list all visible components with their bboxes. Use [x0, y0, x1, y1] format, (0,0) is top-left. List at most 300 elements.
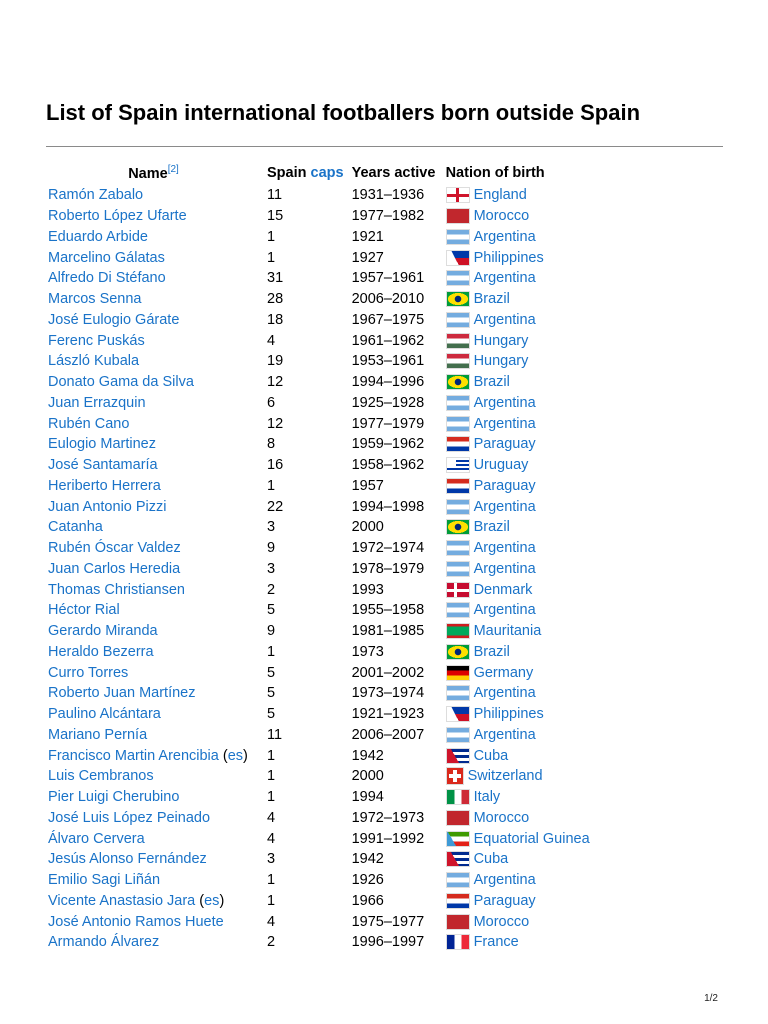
- nation-link[interactable]: Philippines: [473, 706, 544, 723]
- nation-link[interactable]: Cuba: [473, 747, 509, 764]
- header-caps: [263, 161, 348, 185]
- mauritania-flag-icon: [446, 623, 470, 639]
- nation-cell: [442, 725, 594, 746]
- caps-cell: 31: [267, 270, 284, 287]
- caps-cell: 4: [267, 830, 276, 847]
- cuba-flag-icon: [446, 748, 470, 764]
- years-active-cell: 1957–1961: [351, 270, 425, 287]
- table-row: [44, 268, 594, 289]
- table-row: [44, 766, 594, 787]
- hungary-flag-icon: [446, 353, 470, 369]
- caps-cell: 15: [267, 208, 284, 225]
- nation-link[interactable]: Morocco: [473, 208, 530, 225]
- nation-cell: [442, 351, 594, 372]
- player-name-link[interactable]: Vicente Anastasio Jara: [48, 892, 196, 909]
- nation-link[interactable]: Paraguay: [473, 477, 536, 494]
- nation-link[interactable]: Brazil: [473, 643, 510, 660]
- player-name-link[interactable]: Roberto López Ufarte: [48, 208, 187, 225]
- uruguay-flag-icon: [446, 457, 470, 473]
- player-name-link[interactable]: Ferenc Puskás: [48, 332, 145, 349]
- nation-cell: [442, 600, 594, 621]
- years-active-cell: 1925–1928: [351, 394, 425, 411]
- player-name-link[interactable]: Juan Carlos Heredia: [48, 560, 181, 577]
- philippines-flag-icon: [446, 250, 470, 266]
- nation-cell: [442, 330, 594, 351]
- years-active-cell: 1994–1998: [351, 498, 425, 515]
- nation-link[interactable]: Brazil: [473, 519, 510, 536]
- paraguay-flag-icon: [446, 436, 470, 452]
- nation-cell: [442, 870, 594, 891]
- years-active-cell: 1931–1936: [351, 187, 425, 204]
- nation-cell: [442, 538, 594, 559]
- nation-cell: [442, 434, 594, 455]
- player-name-cell: [44, 185, 263, 206]
- player-name-cell: [44, 268, 263, 289]
- years-active-cell: 1977–1979: [351, 415, 425, 432]
- eqg-flag-icon: [446, 831, 470, 847]
- nation-link[interactable]: Morocco: [473, 913, 530, 930]
- player-name-link[interactable]: Marcelino Gálatas: [48, 249, 165, 266]
- table-row: [44, 870, 594, 891]
- years-active-cell: 1921: [351, 228, 384, 245]
- years-active-cell: 1966: [351, 892, 384, 909]
- argentina-flag-icon: [446, 416, 470, 432]
- nation-cell: [442, 455, 594, 476]
- nation-cell: [442, 787, 594, 808]
- years-active-cell: 2001–2002: [351, 664, 425, 681]
- player-name-cell: [44, 538, 263, 559]
- nation-cell: [442, 808, 594, 829]
- caps-cell: 2: [267, 581, 276, 598]
- table-row: [44, 849, 594, 870]
- years-active-cell: 1942: [351, 747, 384, 764]
- argentina-flag-icon: [446, 540, 470, 556]
- caps-cell: 1: [267, 768, 276, 785]
- switzerland-flag-icon: [446, 767, 464, 785]
- player-name-link[interactable]: Álvaro Cervera: [48, 830, 145, 847]
- page-title: List of Spain international footballers born outside Spain: [46, 100, 641, 125]
- argentina-flag-icon: [446, 395, 470, 411]
- caps-cell: 1: [267, 892, 276, 909]
- nation-link[interactable]: Denmark: [473, 581, 533, 598]
- nation-link[interactable]: Brazil: [473, 374, 510, 391]
- table-row: [44, 683, 594, 704]
- player-name-cell: [44, 808, 263, 829]
- nation-cell: [442, 579, 594, 600]
- table-row: [44, 579, 594, 600]
- table-row: [44, 932, 594, 953]
- nation-link[interactable]: Philippines: [473, 249, 544, 266]
- years-active-cell: 1921–1923: [351, 706, 425, 723]
- table-row: [44, 600, 594, 621]
- caps-cell: 5: [267, 706, 276, 723]
- nation-link[interactable]: Argentina: [473, 726, 536, 743]
- player-name-link[interactable]: Pier Luigi Cherubino: [48, 789, 180, 806]
- nation-link[interactable]: Argentina: [473, 415, 536, 432]
- table-header-row: [44, 161, 594, 185]
- germany-flag-icon: [446, 665, 470, 681]
- years-active-cell: 1993: [351, 581, 384, 598]
- nation-link[interactable]: Hungary: [473, 353, 529, 370]
- years-active-cell: 2006–2010: [351, 291, 425, 308]
- years-active-cell: 1958–1962: [351, 457, 425, 474]
- player-name-link[interactable]: Héctor Rial: [48, 602, 120, 619]
- player-name-cell: Francisco Martin Arencibia (es): [48, 747, 248, 764]
- player-name-link[interactable]: José Luis López Peinado: [48, 809, 211, 826]
- player-name-link[interactable]: Rubén Óscar Valdez: [48, 540, 181, 557]
- player-name-link[interactable]: Ramón Zabalo: [48, 187, 144, 204]
- caps-cell: 5: [267, 664, 276, 681]
- nation-link[interactable]: Paraguay: [473, 892, 536, 909]
- table-row: [44, 662, 594, 683]
- player-name-cell: [44, 393, 263, 414]
- nation-cell: [442, 559, 594, 580]
- player-name-link[interactable]: Gerardo Miranda: [48, 623, 158, 640]
- caps-cell: 18: [267, 311, 284, 328]
- interlanguage-link[interactable]: es: [227, 747, 244, 764]
- nation-cell: [442, 683, 594, 704]
- table-row: [44, 413, 594, 434]
- nation-cell: [442, 517, 594, 538]
- player-name-cell: Vicente Anastasio Jara (es): [48, 892, 225, 909]
- nation-cell: [442, 745, 594, 766]
- caps-cell: 1: [267, 477, 276, 494]
- caps-cell: 5: [267, 685, 276, 702]
- player-name-link[interactable]: Donato Gama da Silva: [48, 374, 194, 391]
- table-row: [44, 787, 594, 808]
- caps-cell: 1: [267, 249, 276, 266]
- table-row: [44, 559, 594, 580]
- caps-cell: 16: [267, 457, 284, 474]
- nation-link[interactable]: Mauritania: [473, 623, 542, 640]
- years-active-cell: 1972–1974: [351, 540, 425, 557]
- nation-link[interactable]: Uruguay: [473, 457, 529, 474]
- caps-cell: 3: [267, 560, 276, 577]
- player-name-link[interactable]: Paulino Alcántara: [48, 706, 161, 723]
- table-row: [44, 621, 594, 642]
- caps-cell: 12: [267, 415, 284, 432]
- hungary-flag-icon: [446, 333, 470, 349]
- morocco-flag-icon: [446, 914, 470, 930]
- years-active-cell: 1957: [351, 477, 384, 494]
- caps-cell: 28: [267, 291, 284, 308]
- brazil-flag-icon: [446, 644, 470, 660]
- years-active-cell: 1994: [351, 789, 384, 806]
- argentina-flag-icon: [446, 602, 470, 618]
- table-row: [44, 725, 594, 746]
- nation-cell: [442, 247, 594, 268]
- header-nation: Nation of birth: [445, 165, 545, 181]
- header-caps-link[interactable]: caps: [310, 165, 344, 181]
- nation-link[interactable]: Argentina: [473, 560, 536, 577]
- caps-cell: 4: [267, 913, 276, 930]
- player-name-cell: [44, 289, 263, 310]
- nation-link[interactable]: England: [473, 187, 527, 204]
- player-name-cell: [44, 642, 263, 663]
- table-row: [44, 393, 594, 414]
- cuba-flag-icon: [446, 851, 470, 867]
- nation-cell: [442, 662, 594, 683]
- nation-cell: [442, 476, 594, 497]
- nation-cell: [442, 891, 594, 912]
- nation-cell: [442, 206, 594, 227]
- table-row: [44, 538, 594, 559]
- player-name-link[interactable]: Mariano Pernía: [48, 726, 148, 743]
- years-active-cell: 2000: [351, 768, 384, 785]
- caps-cell: 6: [267, 394, 276, 411]
- argentina-flag-icon: [446, 499, 470, 515]
- player-name-cell: [44, 413, 263, 434]
- years-active-cell: 2006–2007: [351, 726, 425, 743]
- page-number: 1/2: [704, 993, 718, 1004]
- players-table: [44, 161, 594, 953]
- caps-cell: 1: [267, 228, 276, 245]
- morocco-flag-icon: [446, 810, 470, 826]
- nation-link[interactable]: Equatorial Guinea: [473, 830, 590, 847]
- years-active-cell: 1961–1962: [351, 332, 425, 349]
- player-name-cell: [44, 517, 263, 538]
- caps-cell: 2: [267, 934, 276, 951]
- years-active-cell: 1994–1996: [351, 374, 425, 391]
- table-row: [44, 227, 594, 248]
- paraguay-flag-icon: [446, 478, 470, 494]
- player-name-link[interactable]: Thomas Christiansen: [48, 581, 185, 598]
- caps-cell: 12: [267, 374, 284, 391]
- years-active-cell: 1959–1962: [351, 436, 425, 453]
- nation-link[interactable]: Argentina: [473, 228, 536, 245]
- caps-cell: 22: [267, 498, 284, 515]
- nation-cell: [442, 828, 594, 849]
- nation-cell: [442, 932, 594, 953]
- caps-cell: 8: [267, 436, 276, 453]
- header-name-label: Name: [128, 165, 168, 182]
- player-name-cell: [44, 455, 263, 476]
- nation-cell: [442, 227, 594, 248]
- player-name-link[interactable]: Heraldo Bezerra: [48, 643, 154, 660]
- nation-link[interactable]: Morocco: [473, 809, 530, 826]
- caps-cell: 3: [267, 851, 276, 868]
- nation-link[interactable]: Argentina: [473, 602, 536, 619]
- nation-link[interactable]: France: [473, 934, 519, 951]
- years-active-cell: 1942: [351, 851, 384, 868]
- caps-cell: 11: [267, 187, 283, 204]
- years-active-cell: 1955–1958: [351, 602, 425, 619]
- player-name-cell: [44, 227, 263, 248]
- nation-link[interactable]: Cuba: [473, 851, 509, 868]
- player-name-link[interactable]: Marcos Senna: [48, 291, 142, 308]
- nation-link[interactable]: Paraguay: [473, 436, 536, 453]
- player-name-link[interactable]: José Santamaría: [48, 457, 158, 474]
- caps-cell: 5: [267, 602, 276, 619]
- nation-link[interactable]: Argentina: [473, 270, 536, 287]
- player-name-link[interactable]: José Eulogio Gárate: [48, 311, 180, 328]
- caps-cell: 9: [267, 623, 276, 640]
- title-divider: [46, 146, 723, 147]
- paraguay-flag-icon: [446, 893, 470, 909]
- player-name-cell: [44, 911, 263, 932]
- table-row: [44, 745, 594, 766]
- player-name-cell: [44, 828, 263, 849]
- table-row: [44, 372, 594, 393]
- years-active-cell: 1991–1992: [351, 830, 425, 847]
- table-row: [44, 496, 594, 517]
- player-name-link[interactable]: Juan Antonio Pizzi: [48, 498, 167, 515]
- player-name-link[interactable]: Luis Cembranos: [48, 768, 154, 785]
- nation-cell: [442, 413, 594, 434]
- argentina-flag-icon: [446, 872, 470, 888]
- nation-link[interactable]: Italy: [473, 789, 501, 806]
- player-name-link[interactable]: Armando Álvarez: [48, 934, 160, 951]
- table-row: [44, 330, 594, 351]
- player-name-link[interactable]: Heriberto Herrera: [48, 477, 161, 494]
- morocco-flag-icon: [446, 208, 470, 224]
- player-name-cell: [44, 766, 263, 787]
- years-active-cell: 1996–1997: [351, 934, 425, 951]
- table-row: [44, 476, 594, 497]
- interlanguage-link[interactable]: es: [204, 892, 220, 909]
- header-caps-label: Spain: [267, 165, 311, 181]
- player-name-link[interactable]: Curro Torres: [48, 664, 129, 681]
- years-active-cell: 1967–1975: [351, 311, 425, 328]
- nation-link[interactable]: Argentina: [473, 540, 536, 557]
- table-row: [44, 434, 594, 455]
- caps-cell: 9: [267, 540, 276, 557]
- nation-cell: [442, 766, 594, 787]
- argentina-flag-icon: [446, 270, 470, 286]
- philippines-flag-icon: [446, 706, 470, 722]
- player-name-cell: [44, 662, 263, 683]
- england-flag-icon: [446, 187, 470, 203]
- player-name-link[interactable]: Roberto Juan Martínez: [48, 685, 196, 702]
- nation-link[interactable]: Argentina: [473, 685, 536, 702]
- caps-cell: 1: [267, 643, 276, 660]
- player-name-link[interactable]: Eulogio Martinez: [48, 436, 156, 453]
- nation-cell: [442, 642, 594, 663]
- nation-cell: [442, 496, 594, 517]
- table-row: [44, 642, 594, 663]
- brazil-flag-icon: [446, 519, 470, 535]
- brazil-flag-icon: [446, 291, 470, 307]
- player-name-link[interactable]: Catanha: [48, 519, 103, 536]
- player-name-link[interactable]: László Kubala: [48, 353, 140, 370]
- table-row: [44, 704, 594, 725]
- years-active-cell: 1953–1961: [351, 353, 425, 370]
- denmark-flag-icon: [446, 582, 470, 598]
- years-active-cell: 1926: [351, 872, 384, 889]
- caps-cell: 1: [267, 789, 276, 806]
- nation-cell: [442, 310, 594, 331]
- nation-link[interactable]: Switzerland: [467, 768, 543, 785]
- player-name-link[interactable]: Eduardo Arbide: [48, 228, 148, 245]
- header-name-ref-link[interactable]: [2]: [167, 164, 179, 176]
- player-name-cell: [44, 476, 263, 497]
- nation-cell: [442, 185, 594, 206]
- nation-link[interactable]: Germany: [473, 664, 534, 681]
- table-row: [44, 289, 594, 310]
- player-name-cell: [44, 704, 263, 725]
- nation-cell: [442, 372, 594, 393]
- player-name-cell: [44, 579, 263, 600]
- nation-link[interactable]: Argentina: [473, 394, 536, 411]
- years-active-cell: 1973: [351, 643, 384, 660]
- years-active-cell: 2000: [351, 519, 384, 536]
- argentina-flag-icon: [446, 312, 470, 328]
- table-row: [44, 891, 594, 912]
- player-name-link[interactable]: Alfredo Di Stéfano: [48, 270, 166, 287]
- nation-link[interactable]: Argentina: [473, 311, 536, 328]
- argentina-flag-icon: [446, 685, 470, 701]
- player-name-link[interactable]: José Antonio Ramos Huete: [48, 913, 224, 930]
- nation-link[interactable]: Brazil: [473, 291, 510, 308]
- table-row: [44, 911, 594, 932]
- table-row: [44, 185, 594, 206]
- player-name-cell: [44, 496, 263, 517]
- years-active-cell: 1973–1974: [351, 685, 425, 702]
- player-name-cell: [44, 621, 263, 642]
- player-name-cell: [44, 372, 263, 393]
- caps-cell: 19: [267, 353, 284, 370]
- table-row: [44, 206, 594, 227]
- header-name: [44, 161, 263, 185]
- table-row: [44, 351, 594, 372]
- player-name-cell: [44, 683, 263, 704]
- player-name-cell: [44, 787, 263, 808]
- france-flag-icon: [446, 934, 470, 950]
- caps-cell: 1: [267, 872, 276, 889]
- years-active-cell: 1977–1982: [351, 208, 425, 225]
- nation-link[interactable]: Hungary: [473, 332, 529, 349]
- nation-cell: [442, 289, 594, 310]
- nation-link[interactable]: Argentina: [473, 872, 536, 889]
- player-name-link[interactable]: Francisco Martin Arencibia: [48, 747, 219, 764]
- player-name-link[interactable]: Jesús Alonso Fernández: [48, 851, 207, 868]
- player-name-cell: [44, 434, 263, 455]
- player-name-cell: [44, 247, 263, 268]
- table-row: [44, 828, 594, 849]
- nation-cell: [442, 621, 594, 642]
- nation-cell: [442, 704, 594, 725]
- header-years: Years active: [351, 165, 436, 181]
- player-name-cell: [44, 559, 263, 580]
- player-name-cell: [44, 206, 263, 227]
- brazil-flag-icon: [446, 374, 470, 390]
- table-row: [44, 455, 594, 476]
- nation-cell: [442, 393, 594, 414]
- caps-cell: 11: [267, 726, 283, 743]
- years-active-cell: 1927: [351, 249, 384, 266]
- nation-cell: [442, 849, 594, 870]
- nation-cell: [442, 268, 594, 289]
- years-active-cell: 1975–1977: [351, 913, 425, 930]
- argentina-flag-icon: [446, 727, 470, 743]
- years-active-cell: 1972–1973: [351, 809, 425, 826]
- argentina-flag-icon: [446, 561, 470, 577]
- italy-flag-icon: [446, 789, 470, 805]
- player-name-cell: [44, 932, 263, 953]
- nation-link[interactable]: Argentina: [473, 498, 536, 515]
- player-name-link[interactable]: Rubén Cano: [48, 415, 130, 432]
- player-name-cell: [44, 870, 263, 891]
- player-name-link[interactable]: Emilio Sagi Liñán: [48, 872, 161, 889]
- caps-cell: 4: [267, 332, 276, 349]
- years-active-cell: 1978–1979: [351, 560, 425, 577]
- nation-cell: [442, 911, 594, 932]
- caps-cell: 4: [267, 809, 276, 826]
- player-name-cell: [44, 725, 263, 746]
- table-row: [44, 247, 594, 268]
- player-name-cell: [44, 600, 263, 621]
- player-name-link[interactable]: Juan Errazquin: [48, 394, 146, 411]
